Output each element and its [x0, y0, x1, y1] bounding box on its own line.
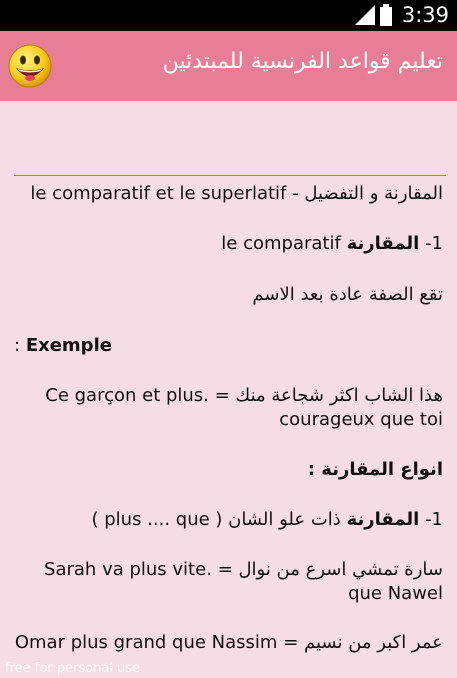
superiority-heading	[13, 508, 443, 532]
comparatif-heading	[13, 232, 443, 256]
item-number: 1-	[425, 509, 443, 530]
status-bar	[0, 0, 457, 31]
example-sentence-3: عمر اكبر من نسيم = Omar plus grand que Nassim	[14, 632, 443, 653]
app-title: تعليم قواعد الفرنسية للمبتدئين	[162, 49, 443, 74]
bold-term: المقارنة	[346, 509, 420, 530]
example-sentence-2: سارة تمشي اسرع من نوال = Sarah va plus vite. que Nawel	[44, 559, 443, 604]
colon: :	[14, 335, 21, 356]
status-time: 3:39	[401, 3, 449, 27]
lesson-heading: المقارنة و التفضيل - le comparatif et le superlatif	[30, 183, 443, 204]
lesson-content[interactable]	[0, 101, 457, 678]
bold-term: المقارنة	[346, 233, 420, 254]
watermark: free for personal use	[5, 661, 141, 676]
signal-icon	[355, 5, 375, 25]
rule-text: تقع الصفة عادة بعد الاسم	[252, 284, 443, 305]
rule-description: ذات علو الشان ( plus .... que )	[91, 509, 341, 530]
example-sentence-1: هذا الشاب اكثر شجاعة منك = Ce garçon et plus. courageux que toi	[45, 385, 443, 430]
example-label	[14, 334, 444, 358]
action-bar	[0, 31, 457, 101]
battery-icon	[380, 4, 392, 26]
example-bold: Exemple	[25, 335, 112, 356]
item-number: 1-	[425, 233, 443, 254]
divider	[14, 175, 446, 176]
types-heading: انواع المقارنة :	[307, 459, 443, 480]
french-term: le comparatif	[221, 233, 341, 254]
smiley-face-icon[interactable]	[7, 43, 53, 89]
